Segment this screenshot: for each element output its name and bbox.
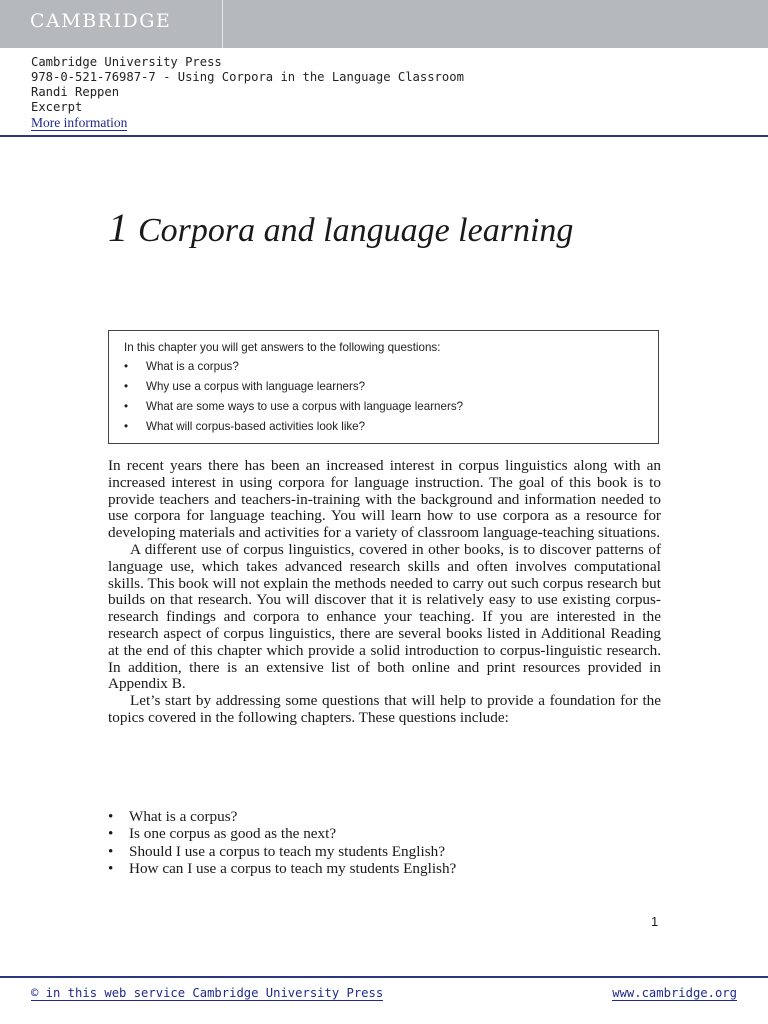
paragraph: In recent years there has been an increased interest in corpus linguistics along with an increased interest in using corpora for language instruction. The goal of this book is to provide teachers and teachers-in-training with the background and information needed to use corpora for language teaching. You will learn how to use corpora as a resource for developing materials and activities for a variety of classroom language-teaching situations.	[108, 457, 661, 542]
list-item: • Is one corpus as good as the next?	[108, 825, 456, 842]
more-information-link[interactable]: More information	[31, 115, 128, 130]
book-meta	[31, 55, 464, 131]
list-item: • How can I use a corpus to teach my students English?	[108, 860, 456, 877]
question-item: • Why use a corpus with language learners?	[124, 380, 463, 400]
copyright-link[interactable]: © in this web service Cambridge University Press	[31, 986, 384, 1000]
questions-intro: In this chapter you will get answers to the following questions:	[124, 341, 441, 354]
top-banner	[0, 0, 768, 48]
chapter-heading	[108, 204, 573, 251]
excerpt-label: Excerpt	[31, 100, 83, 114]
footer-rule	[0, 976, 768, 978]
list-item: • Should I use a corpus to teach my students English?	[108, 843, 456, 860]
chapter-title: Corpora and language learning	[138, 212, 574, 249]
isbn-title: 978-0-521-76987-7 - Using Corpora in the Language Classroom	[31, 70, 464, 84]
question-item: • What is a corpus?	[124, 360, 463, 380]
list-item: • What is a corpus?	[108, 808, 456, 825]
page-number: 1	[651, 914, 659, 929]
question-item: • What are some ways to use a corpus with language learners?	[124, 400, 463, 420]
paragraph: A different use of corpus linguistics, covered in other books, is to discover patterns of language use, which takes advanced research skills and often involves computational skills. This book will not explain the methods needed to carry out such corpus research but builds on that research. You will discover that it is relatively easy to use existing corpus-research findings and corpora to enhance your teaching. If you are interested in the research aspect of corpus linguistics, there are several books listed in Additional Reading at the end of this chapter which provide a solid introduction to corpus-linguistic research. In addition, there is an extensive list of both online and print resources provided in Appendix B.	[108, 540, 661, 693]
questions-list	[124, 360, 463, 440]
body-text	[108, 458, 661, 727]
chapter-number: 1	[108, 205, 128, 250]
header-rule	[0, 135, 768, 137]
question-item: • What will corpus-based activities look like?	[124, 420, 463, 440]
website-link[interactable]: www.cambridge.org	[612, 986, 737, 1000]
cambridge-logo: CAMBRIDGE	[30, 10, 172, 32]
chapter-questions-box	[108, 330, 659, 444]
banner-divider	[222, 0, 223, 48]
body-questions-list	[108, 808, 456, 878]
publisher: Cambridge University Press	[31, 55, 222, 69]
paragraph: Let’s start by addressing some questions that will help to provide a foundation for the topics covered in the following chapters. These questions include:	[108, 692, 661, 726]
author: Randi Reppen	[31, 85, 120, 99]
